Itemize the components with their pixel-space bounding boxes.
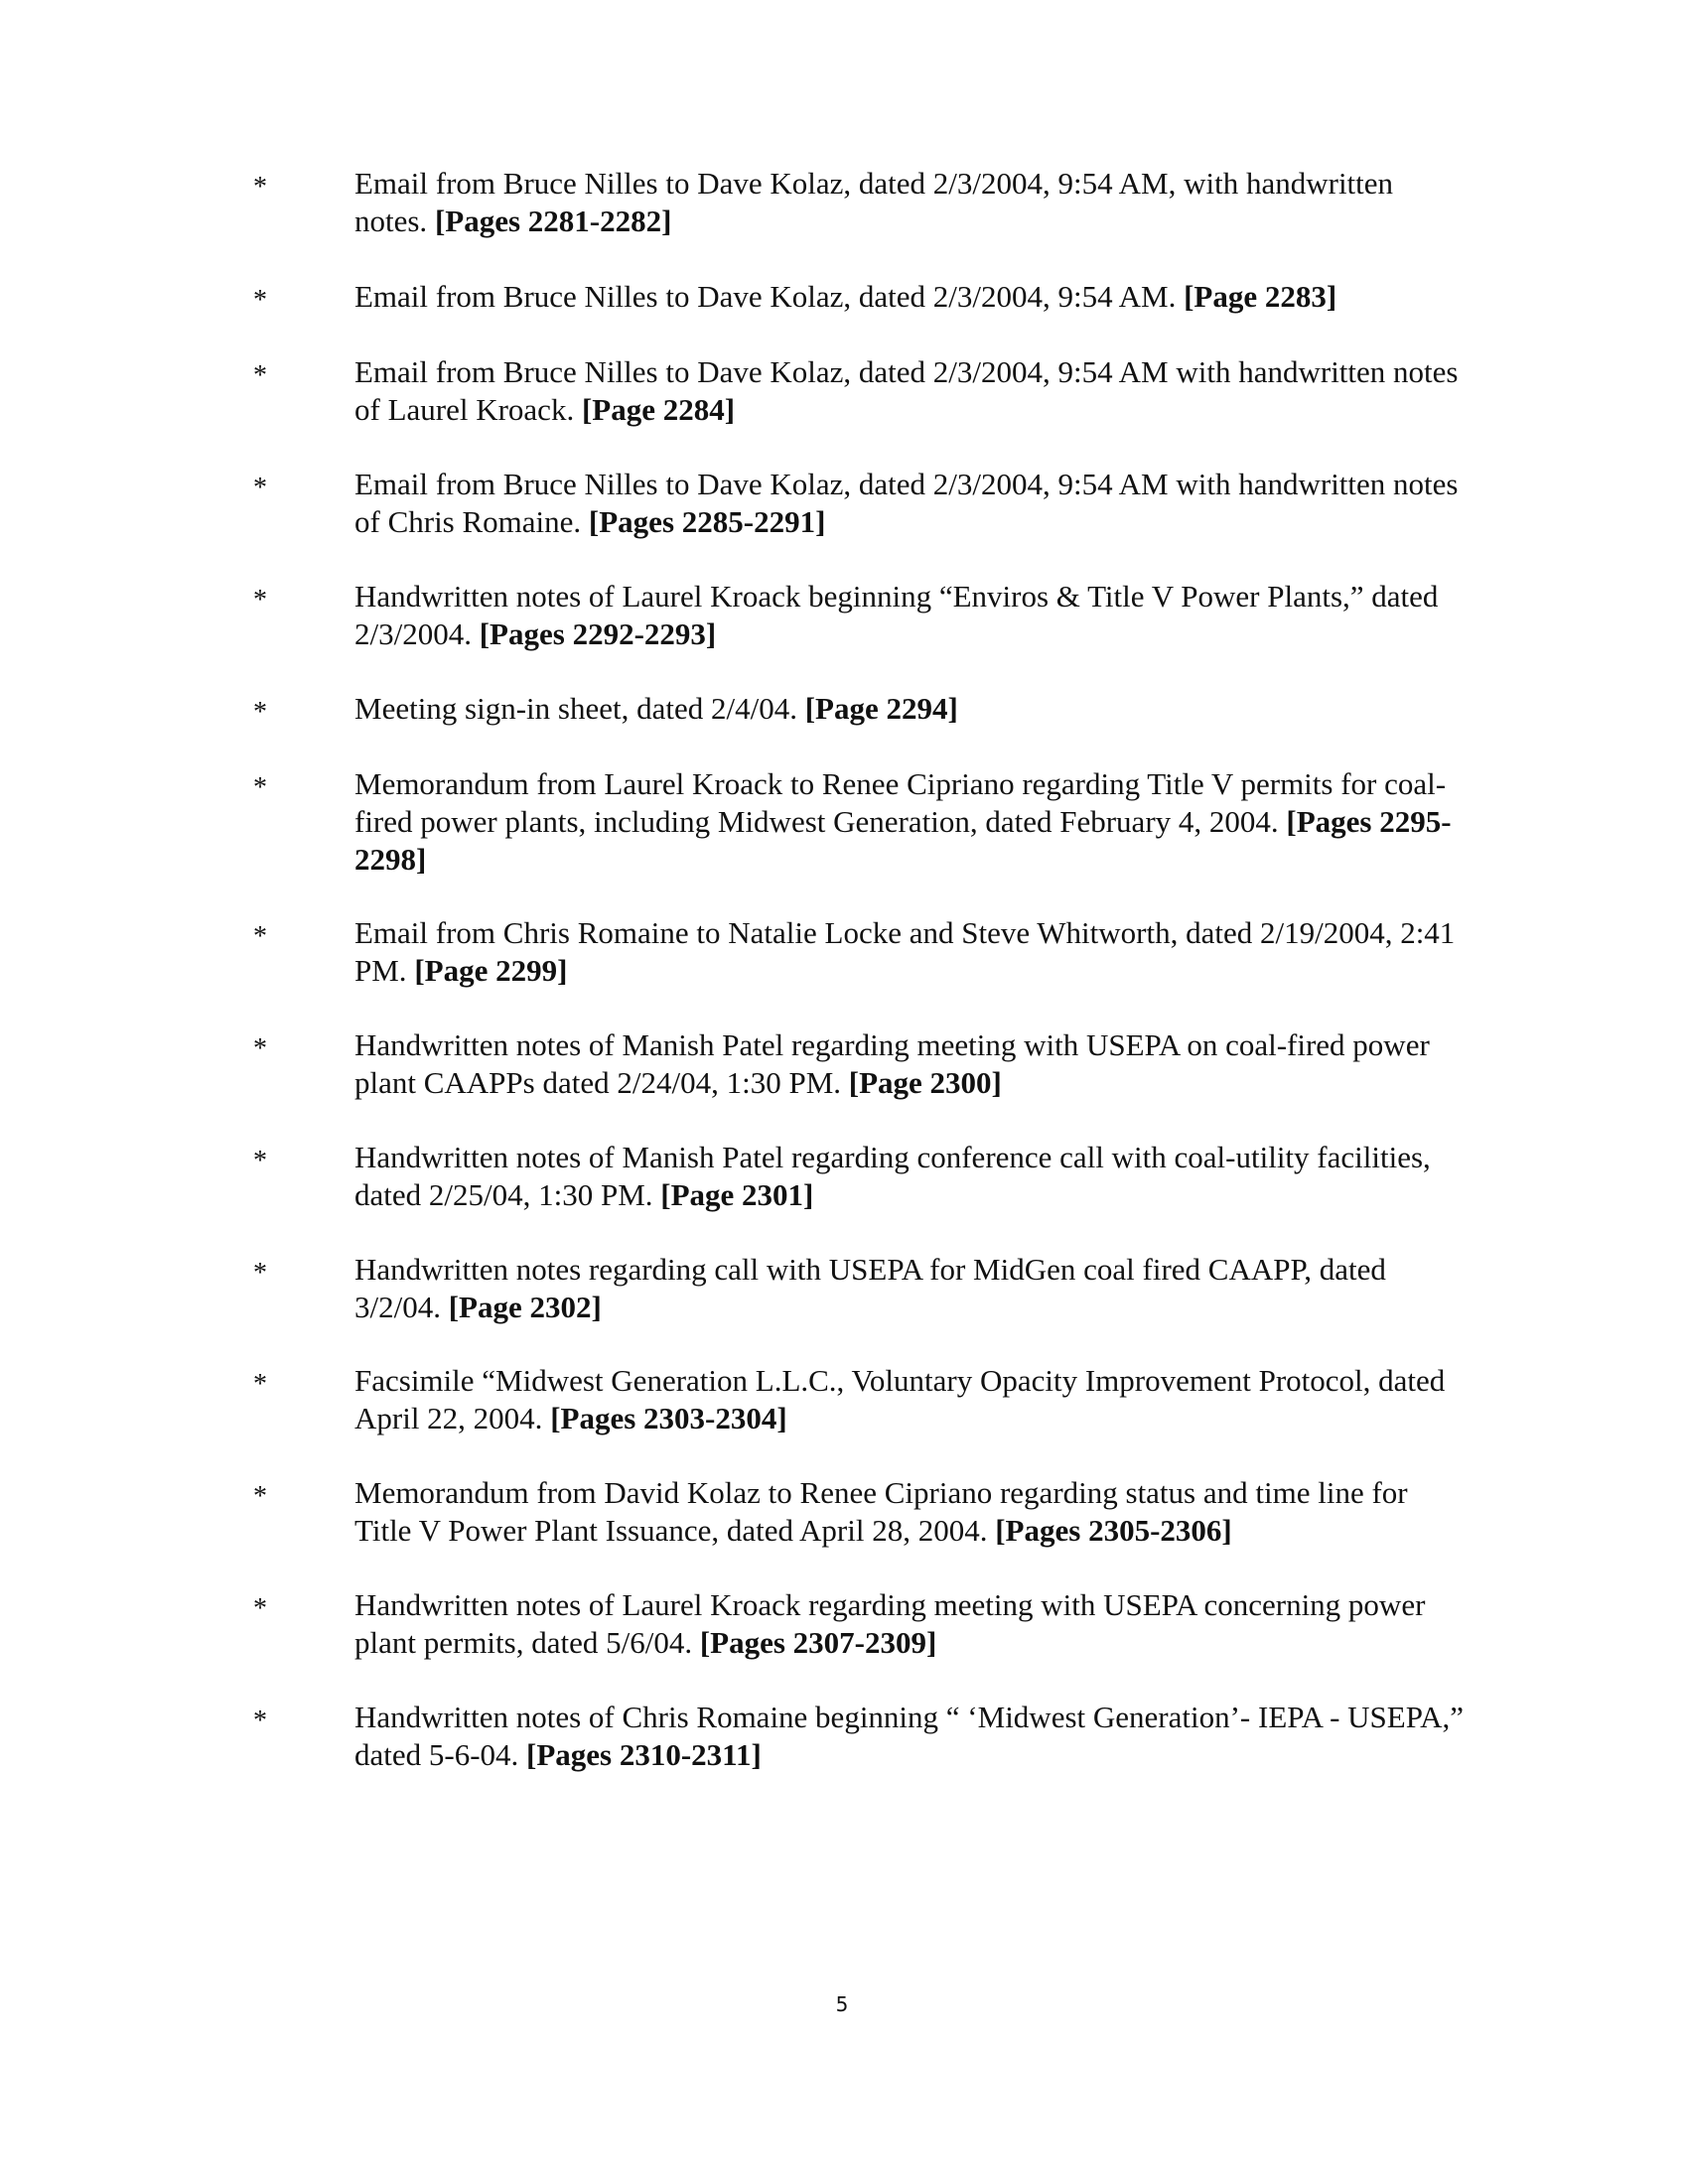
- page-reference: [Pages 2285-2291]: [588, 504, 826, 539]
- page-reference: [Page 2284]: [581, 392, 736, 427]
- page-reference: [Pages 2307-2309]: [699, 1625, 937, 1660]
- entry-text: [354, 914, 1467, 990]
- entry-description: Meeting sign-in sheet, dated 2/4/04.: [354, 691, 797, 726]
- entry-text: [354, 1586, 1467, 1662]
- page-reference: [Pages 2295-2298]: [354, 804, 1452, 877]
- bullet-marker: *: [253, 772, 267, 803]
- entry-description: Email from Chris Romaine to Natalie Locke and Steve Whitworth, dated 2/19/2004, 2:41 PM.: [354, 915, 1456, 988]
- entry-description: Handwritten notes of Laurel Kroack regarding meeting with USEPA concerning power plant permits, dated 5/6/04.: [354, 1587, 1426, 1660]
- bullet-marker: *: [253, 1481, 267, 1512]
- page-number: 5: [835, 1992, 849, 2016]
- entry-description: Email from Bruce Nilles to Dave Kolaz, dated 2/3/2004, 9:54 AM.: [354, 279, 1177, 314]
- entry-text: [354, 765, 1467, 879]
- entry-description: Email from Bruce Nilles to Dave Kolaz, dated 2/3/2004, 9:54 AM, with handwritten notes.: [354, 166, 1394, 238]
- bullet-marker: *: [253, 1369, 267, 1400]
- entry-text: [354, 1026, 1467, 1102]
- entry-text: [354, 353, 1467, 429]
- bullet-marker: *: [253, 1258, 267, 1289]
- page-reference: [Page 2302]: [448, 1290, 602, 1324]
- entry-text: [354, 278, 1467, 316]
- entry-description: Handwritten notes of Chris Romaine beginning “ ‘Midwest Generation’- IEPA - USEPA,” dated 5-6-04.: [354, 1700, 1464, 1772]
- entry-text: [354, 1139, 1467, 1214]
- bullet-marker: *: [253, 697, 267, 728]
- page-reference: [Page 2283]: [1184, 279, 1337, 314]
- bullet-marker: *: [253, 585, 267, 615]
- bullet-marker: *: [253, 1033, 267, 1064]
- bullet-marker: *: [253, 921, 267, 952]
- entry-description: Email from Bruce Nilles to Dave Kolaz, dated 2/3/2004, 9:54 AM with handwritten notes of Chris Romaine.: [354, 467, 1459, 539]
- page-reference: [Page 2300]: [848, 1065, 1002, 1100]
- page-reference: [Page 2294]: [804, 691, 958, 726]
- page-reference: [Pages 2303-2304]: [550, 1401, 787, 1435]
- entry-text: [354, 1362, 1467, 1437]
- bullet-marker: *: [253, 172, 267, 203]
- page-reference: [Pages 2292-2293]: [479, 616, 717, 651]
- page-reference: [Pages 2305-2306]: [995, 1513, 1232, 1548]
- entry-description: Memorandum from David Kolaz to Renee Cipriano regarding status and time line for Title V Power Plant Issuance, dated April 28, 2004.: [354, 1475, 1408, 1548]
- entry-text: [354, 466, 1467, 541]
- entry-description: Memorandum from Laurel Kroack to Renee Cipriano regarding Title V permits for coal-fired power plants, including Midwest Generation, dated February 4, 2004.: [354, 766, 1447, 839]
- entry-description: Handwritten notes of Manish Patel regarding conference call with coal-utility facilities, dated 2/25/04, 1:30 PM.: [354, 1140, 1431, 1212]
- bullet-marker: *: [253, 1593, 267, 1624]
- entry-description: Handwritten notes regarding call with USEPA for MidGen coal fired CAAPP, dated 3/2/04.: [354, 1252, 1386, 1324]
- bullet-marker: *: [253, 1146, 267, 1176]
- entry-description: Email from Bruce Nilles to Dave Kolaz, dated 2/3/2004, 9:54 AM with handwritten notes of Laurel Kroack.: [354, 354, 1459, 427]
- bullet-marker: *: [253, 1706, 267, 1736]
- entry-text: [354, 165, 1467, 240]
- entry-text: [354, 1251, 1467, 1326]
- bullet-marker: *: [253, 285, 267, 316]
- entry-text: [354, 1474, 1467, 1550]
- entry-description: Handwritten notes of Laurel Kroack beginning “Enviros & Title V Power Plants,” dated 2/3/2004.: [354, 579, 1439, 651]
- bullet-marker: *: [253, 360, 267, 391]
- entry-text: [354, 578, 1467, 653]
- entry-description: Facsimile “Midwest Generation L.L.C., Voluntary Opacity Improvement Protocol, dated April 22, 2004.: [354, 1363, 1446, 1435]
- entry-text: [354, 1699, 1467, 1774]
- page-reference: [Page 2299]: [414, 953, 568, 988]
- entry-description: Handwritten notes of Manish Patel regarding meeting with USEPA on coal-fired power plant CAAPPs dated 2/24/04, 1:30 PM.: [354, 1027, 1430, 1100]
- page-reference: [Pages 2310-2311]: [526, 1737, 762, 1772]
- page-reference: [Page 2301]: [660, 1177, 814, 1212]
- bullet-marker: *: [253, 473, 267, 503]
- entry-text: [354, 690, 1467, 728]
- page-reference: [Pages 2281-2282]: [434, 204, 672, 238]
